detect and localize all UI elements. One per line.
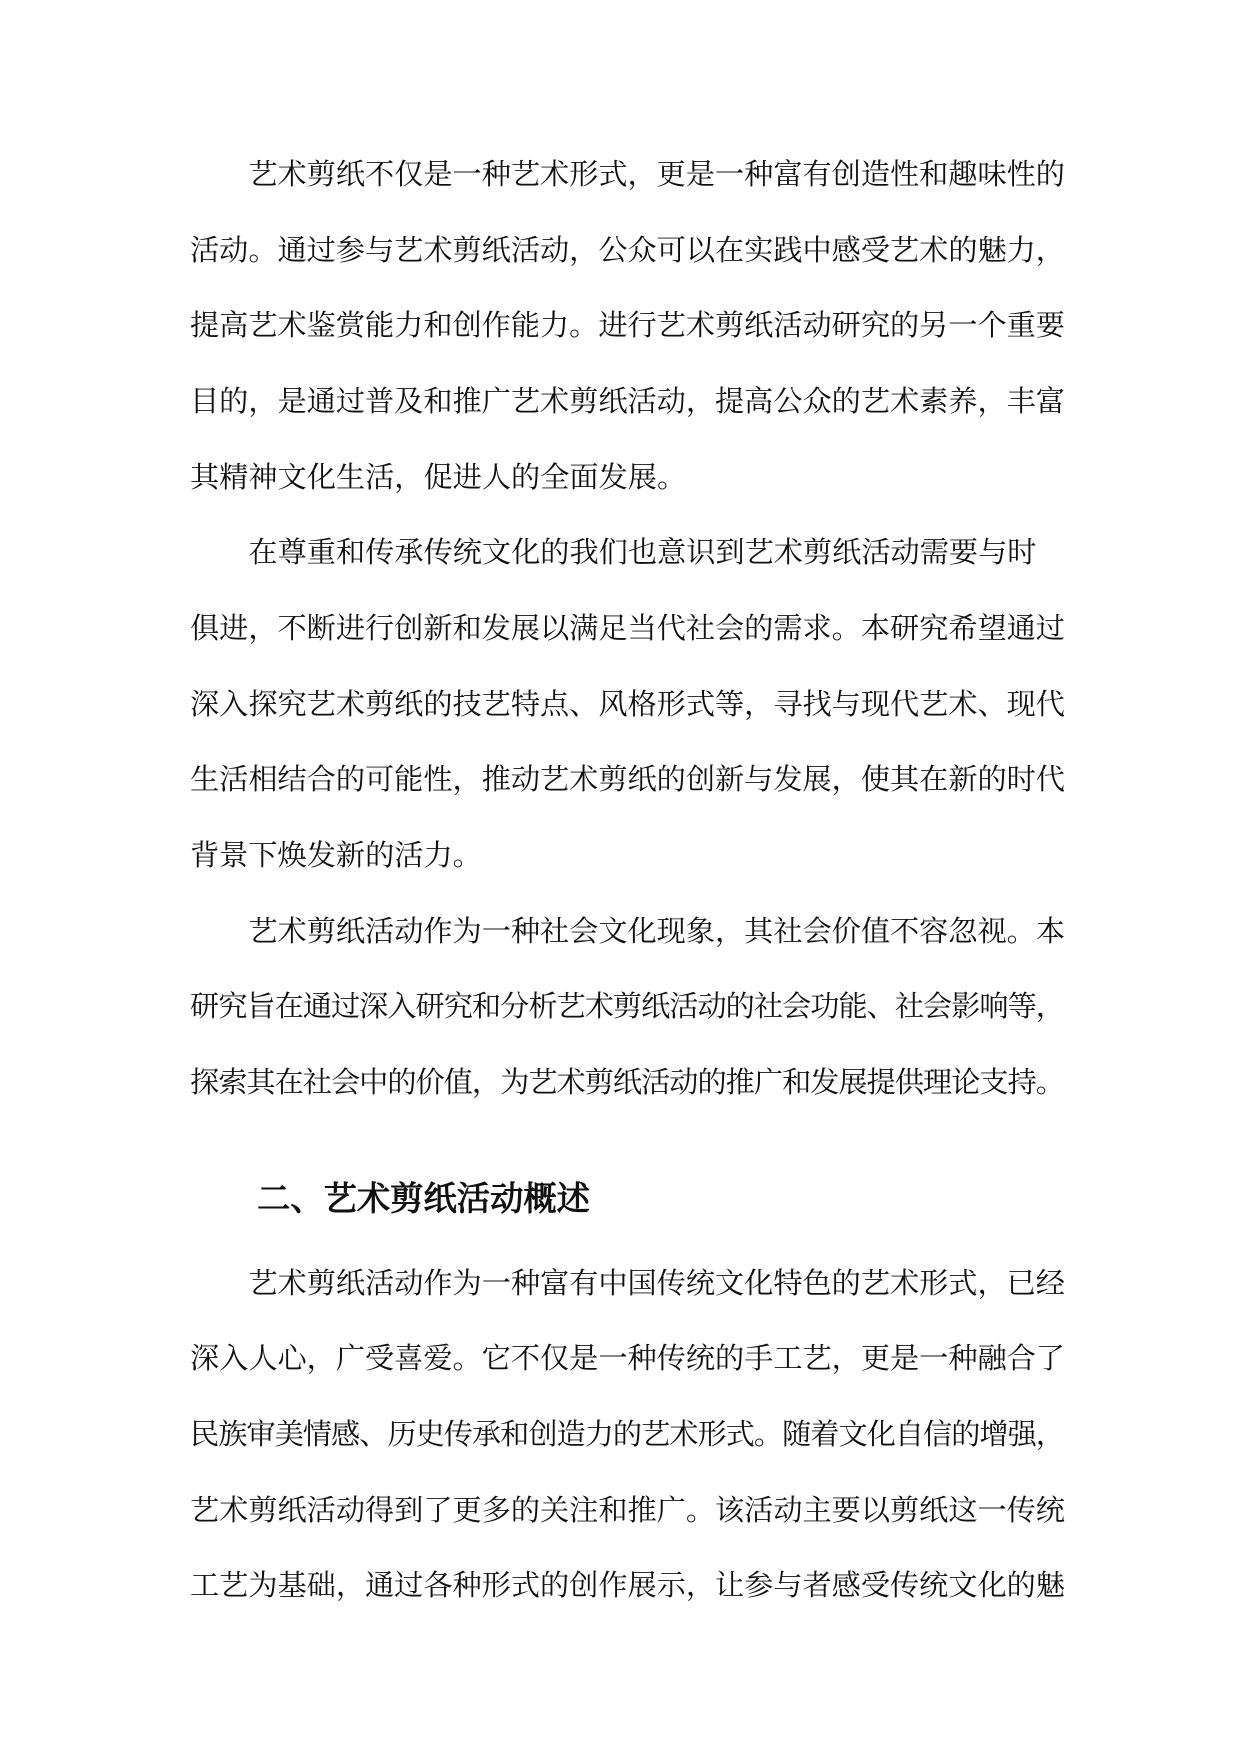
text-line [190,1045,1065,1121]
paragraph-1 [190,137,1065,515]
text-line [190,1548,1065,1624]
line-text: 在尊重和传承传统文化的我们也意识到艺术剪纸活动需要与时 [248,535,1037,570]
text-line [190,969,1065,1045]
text-line [190,364,1065,440]
text-line [190,515,1065,591]
paragraph-2 [190,515,1065,893]
text-line [190,288,1065,364]
line-text: 民族审美情感、历史传承和创造力的艺术形式。随着文化自信的增强， [190,1416,1065,1451]
text-line [190,742,1065,818]
line-text: 俱进，不断进行创新和发展以满足当代社会的需求。本研究希望通过 [190,610,1065,645]
line-text: 艺术剪纸活动作为一种社会文化现象，其社会价值不容忽视。本 [248,913,1065,948]
line-text: 艺术剪纸活动作为一种富有中国传统文化特色的艺术形式，已经 [248,1265,1065,1300]
line-text: 提高艺术鉴赏能力和创作能力。进行艺术剪纸活动研究的另一个重要 [190,308,1065,343]
paragraph-4 [190,1246,1065,1624]
line-text: 目的，是通过普及和推广艺术剪纸活动，提高公众的艺术素养，丰富 [190,383,1065,418]
text-line [190,818,1065,894]
text-line [190,1473,1065,1549]
line-text: 生活相结合的可能性，推动艺术剪纸的创新与发展，使其在新的时代 [190,762,1065,797]
line-text: 其精神文化生活，促进人的全面发展。 [190,459,687,494]
line-text: 深入探究艺术剪纸的技艺特点、风格形式等，寻找与现代艺术、现代 [190,686,1065,721]
text-line [190,440,1065,516]
text-line [190,591,1065,667]
text-line [190,213,1065,289]
text-line [190,137,1065,213]
document-body [190,137,1065,1624]
text-line [190,667,1065,743]
line-text: 深入人心，广受喜爱。它不仅是一种传统的手工艺，更是一种融合了 [190,1341,1065,1376]
text-line [190,1321,1065,1397]
line-text: 研究旨在通过深入研究和分析艺术剪纸活动的社会功能、社会影响等， [190,989,1065,1024]
line-text: 探索其在社会中的价值，为艺术剪纸活动的推广和发展提供理论支持。 [190,1064,1065,1099]
line-text: 艺术剪纸活动得到了更多的关注和推广。该活动主要以剪纸这一传统 [190,1492,1065,1527]
text-line [190,1397,1065,1473]
section-heading: 二、艺术剪纸活动概述 [257,1178,590,1218]
line-text: 艺术剪纸不仅是一种艺术形式，更是一种富有创造性和趣味性的 [248,157,1065,191]
text-line [190,894,1065,970]
paragraph-3 [190,894,1065,1121]
line-text: 背景下焕发新的活力。 [190,837,482,872]
text-line [190,1246,1065,1322]
line-text: 活动。通过参与艺术剪纸活动，公众可以在实践中感受艺术的魅力， [190,232,1065,267]
line-text: 工艺为基础，通过各种形式的创作展示，让参与者感受传统文化的魅 [190,1568,1065,1603]
